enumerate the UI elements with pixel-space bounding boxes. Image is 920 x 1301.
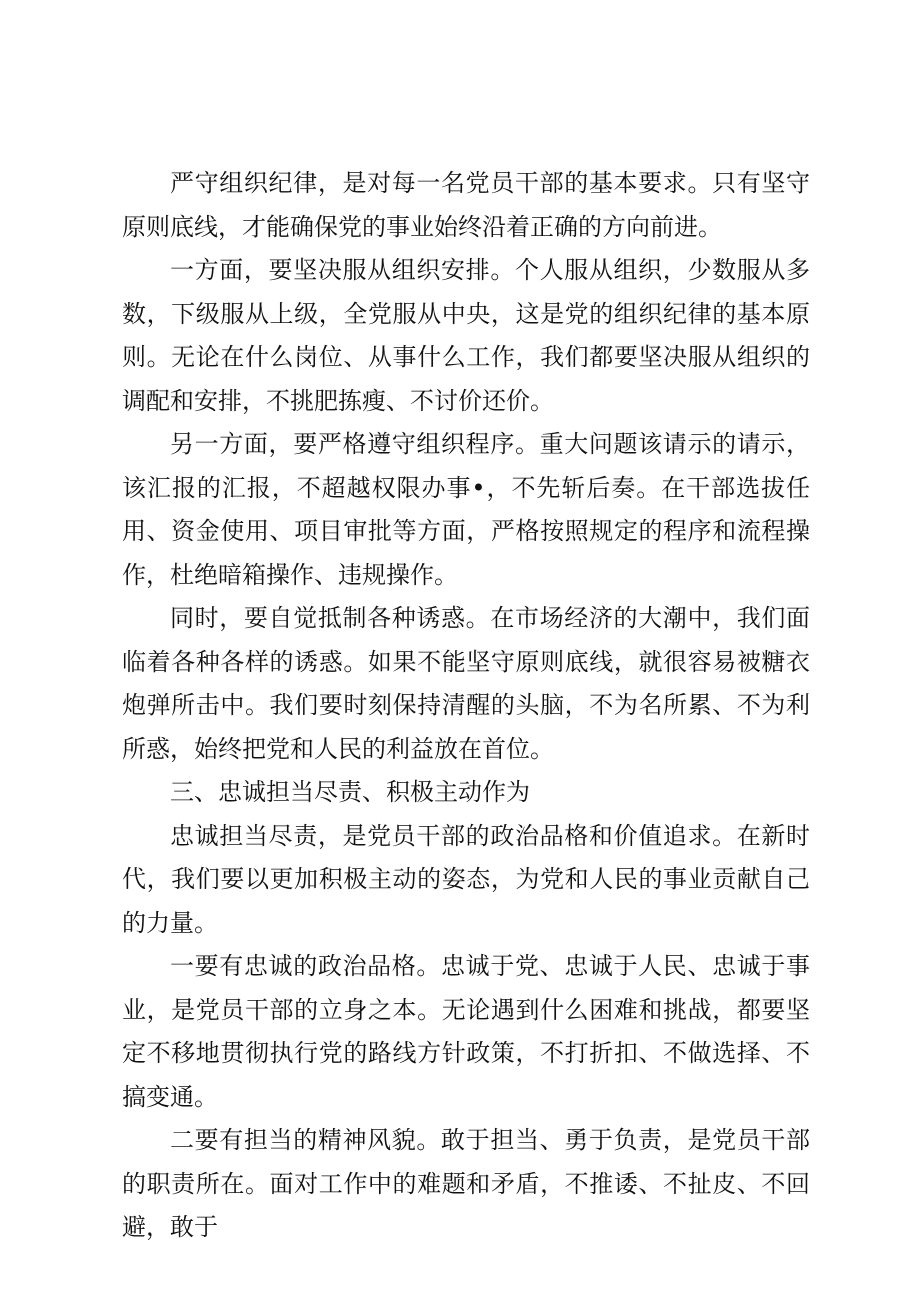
paragraph-responsibility: 二要有担当的精神风貌。敢于担当、勇于负责，是党员干部的职责所在。面对工作中的难题和矛盾，不推诿、不扯皮、不回避，敢于 (122, 1126, 810, 1241)
paragraph-organizational-discipline: 严守组织纪律，是对每一名党员干部的基本要求。只有坚守原则底线，才能确保党的事业始终沿着正确的方向前进。 (122, 169, 810, 241)
paragraph-political-loyalty: 一要有忠诚的政治品格。忠诚于党、忠诚于人民、忠诚于事业，是党员干部的立身之本。无论遇到什么困难和挑战，都要坚定不移地贯彻执行党的路线方针政策，不打折扣、不做选择、不搞变通。 (122, 952, 810, 1111)
paragraph-obey-arrangement: 一方面，要坚决服从组织安排。个人服从组织，少数服从多数，下级服从上级，全党服从中央，这是党的组织纪律的基本原则。无论在什么岗位、从事什么工作，我们都要坚决服从组织的调配和安排，不挑肥拣瘦、不讨价还价。 (122, 256, 810, 415)
document-body (122, 162, 810, 1250)
section-heading-loyalty: 三、忠诚担当尽责、积极主动作为 (170, 778, 530, 806)
paragraph-loyalty-intro: 忠诚担当尽责，是党员干部的政治品格和价值追求。在新时代，我们要以更加积极主动的姿态，为党和人民的事业贡献自己的力量。 (122, 821, 810, 937)
paragraph-follow-procedure: 另一方面，要严格遵守组织程序。重大问题该请示的请示，该汇报的汇报，不超越权限办事•，不先斩后奏。在干部选拔任用、资金使用、项目审批等方面，严格按照规定的程序和流程操作，杜绝暗箱操作、违规操作。 (122, 430, 810, 589)
paragraph-resist-temptation: 同时，要自觉抵制各种诱惑。在市场经济的大潮中，我们面临着各种各样的诱惑。如果不能坚守原则底线，就很容易被糖衣炮弹所击中。我们要时刻保持清醒的头脑，不为名所累、不为利所惑，始终把党和人民的利益放在首位。 (122, 604, 810, 763)
